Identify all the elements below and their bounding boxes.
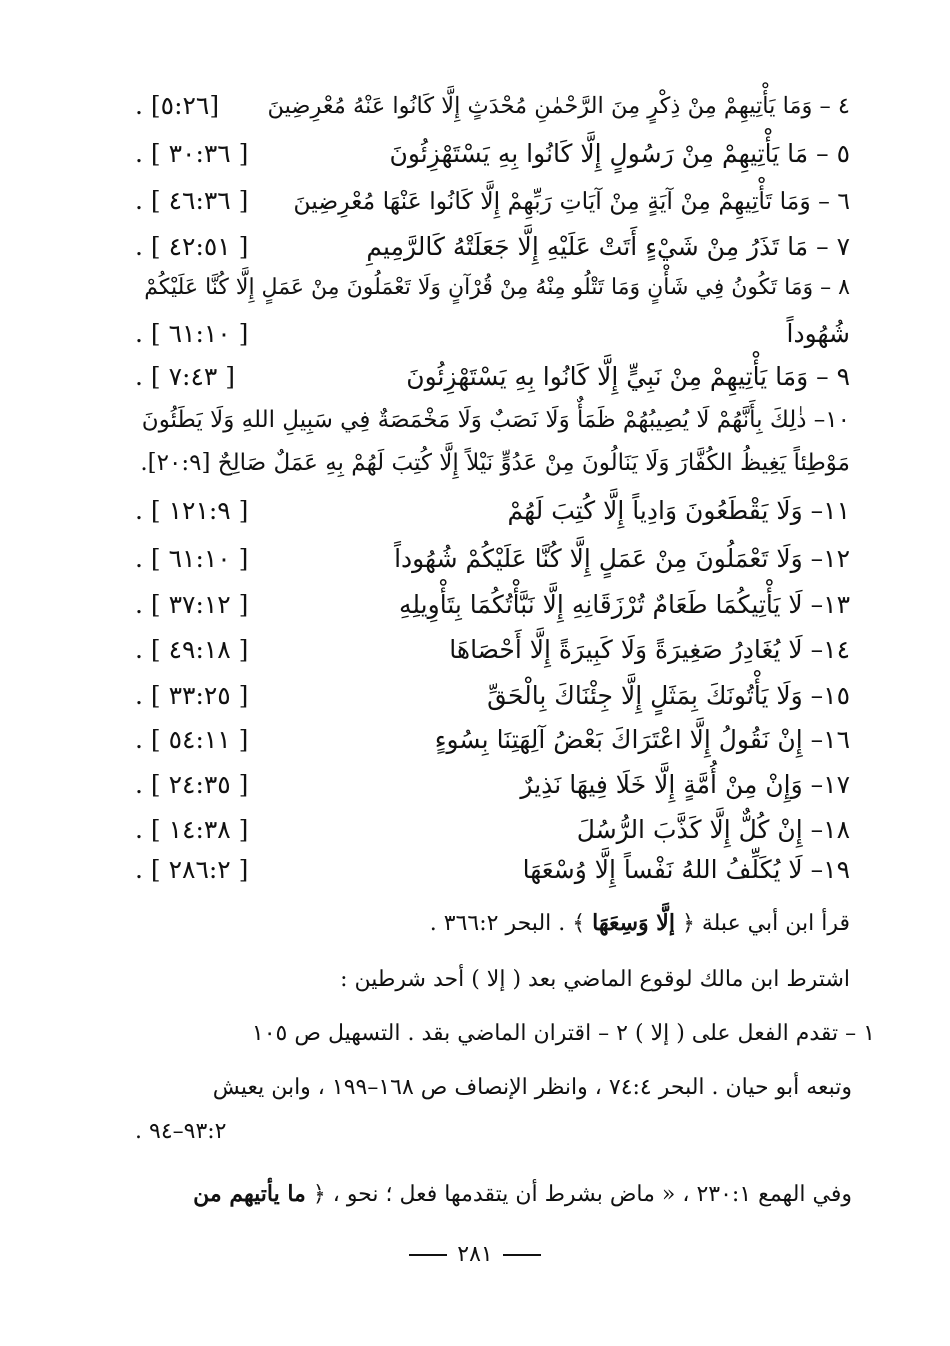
verse-reference: [ ٤٦:٣٦ ] . bbox=[135, 186, 249, 215]
verse-reference: [ ٢٨٦:٢ ] . bbox=[135, 855, 249, 884]
verse-reference: [ ٥٤:١١ ] . bbox=[135, 725, 249, 754]
verse-line-12 bbox=[135, 537, 850, 581]
footnote-quran-word: إلَّا وَسِعَهَا bbox=[592, 910, 675, 936]
verse-line-14 bbox=[135, 628, 850, 672]
verse-text: ٧ – مَا تَذَرُ مِنْ شَيْءٍ أَتَتْ عَلَيْهِ إِلَّا جَعَلَتْهُ كَالرَّمِيمِ bbox=[366, 232, 850, 261]
footnote-text: ٩٣:٢–٩٤ . bbox=[135, 1119, 227, 1144]
footnote-quran-word: ما يأتيهم من bbox=[193, 1181, 306, 1207]
verse-text: ١٦– إِنْ نَقُولُ إِلَّا اعْتَرَاكَ بَعْضُ آلِهَتِنَا بِسُوءٍ bbox=[434, 725, 850, 754]
footer-dash bbox=[409, 1254, 447, 1256]
verse-line-6 bbox=[135, 179, 850, 223]
verse-line-9 bbox=[135, 355, 850, 399]
verse-line-18 bbox=[135, 808, 850, 852]
verse-text: ١٢– وَلَا تَعْمَلُونَ مِنْ عَمَلٍ إِلَّا كُنَّا عَلَيْكُمْ شُهُوداً bbox=[394, 544, 850, 573]
verse-text: ١٨– إِنْ كُلٌّ إِلَّا كَذَّبَ الرُّسُلَ bbox=[576, 815, 850, 844]
verse-reference: [ ١٢١:٩ ] . bbox=[135, 496, 249, 525]
verse-line-16 bbox=[135, 718, 850, 762]
verse-text: ١٧– وَإِنْ مِنْ أُمَّةٍ إِلَّا خَلَا فِيهَا نَذِيرٌ bbox=[520, 770, 850, 799]
verse-text: ٥ – مَا يَأْتِيهِمْ مِنْ رَسُولٍ إِلَّا كَانُوا بِهِ يَسْتَهْزِئُونَ bbox=[389, 139, 850, 168]
verse-text: ٩ – وَمَا يَأْتِيهِمْ مِنْ نَبِيٍّ إِلَّا كَانُوا بِهِ يَسْتَهْزِئُونَ bbox=[406, 362, 850, 391]
page-footer bbox=[0, 1242, 950, 1267]
verse-reference: [ ٦١:١٠ ] . bbox=[135, 544, 249, 573]
verse-text: ٨ – وَمَا تَكُونُ فِي شَأْنٍ وَمَا تَتْلُو مِنْهُ مِنْ قُرْآنٍ وَلَا تَعْمَلُونَ مِنْ عَمَلٍ إِلَّا كُنَّا عَلَيْكُمْ bbox=[144, 275, 850, 300]
verse-line-7 bbox=[135, 225, 850, 269]
footer-dash bbox=[503, 1254, 541, 1256]
verse-line-10-cont bbox=[135, 441, 850, 485]
verse-reference: [ ٣٠:٣٦ ] . bbox=[135, 139, 249, 168]
verse-line-13 bbox=[135, 583, 850, 627]
verse-text: ١٩– لَا يُكَلِّفُ اللهُ نَفْساً إِلَّا وُسْعَهَا bbox=[522, 855, 850, 884]
verse-line-8-cont bbox=[135, 312, 850, 356]
verse-reference: [ ٣٧:١٢ ] . bbox=[135, 590, 249, 619]
footnote-3 bbox=[135, 1012, 875, 1056]
verse-text: ٤ – وَمَا يَأْتِيهِمْ مِنْ ذِكْرٍ مِنَ الرَّحْمٰنِ مُحْدَثٍ إِلَّا كَانُوا عَنْهُ مُعْرِضِينَ bbox=[267, 93, 850, 119]
verse-reference: [ ١٤:٣٨ ] . bbox=[135, 815, 249, 844]
verse-line-15 bbox=[135, 674, 850, 718]
footnote-4 bbox=[135, 1066, 852, 1110]
verse-line-19 bbox=[135, 848, 850, 892]
verse-line-11 bbox=[135, 489, 850, 533]
verse-text: ١٤– لَا يُغَادِرُ صَغِيرَةً وَلَا كَبِيرَةً إِلَّا أَحْصَاهَا bbox=[449, 635, 850, 664]
verse-reference: [ ٣٣:٢٥ ] . bbox=[135, 681, 249, 710]
footnote-text: ١ – تقدم الفعل على ( إلا ) ٢ – اقتران الماضي بقد . التسهيل ص ١٠٥ bbox=[251, 1021, 875, 1046]
footnote-text: اشترط ابن مالك لوقوع الماضي بعد ( إلا ) أحد شرطين : bbox=[340, 967, 850, 992]
verse-line-17 bbox=[135, 763, 850, 807]
verse-text: شُهُوداً bbox=[786, 319, 850, 348]
verse-reference: [ ٧:٤٣ ] . bbox=[135, 362, 236, 391]
verse-text: ١١– وَلَا يَقْطَعُونَ وَادِياً إِلَّا كُتِبَ لَهُمْ bbox=[507, 496, 850, 525]
verse-reference: [ ٢٤:٣٥ ] . bbox=[135, 770, 249, 799]
page-number: ٢٨١ bbox=[457, 1242, 493, 1267]
verse-text: ١٠– ذٰلِكَ بِأَنَّهُمْ لَا يُصِيبُهُمْ ظَمَأٌ وَلَا نَصَبٌ وَلَا مَخْمَصَةٌ فِي سَبِيلِ اللهِ وَلَا يَطَئُونَ bbox=[141, 407, 850, 433]
footnote-text: وفي الهمع ٢٣٠:١ ، « ماض بشرط أن يتقدمها فعل ؛ نحو ، ﴿ bbox=[305, 1182, 852, 1207]
footnote-source: ﴾ . البحر ٣٦٦:٢ . bbox=[429, 911, 593, 936]
footnote-1 bbox=[300, 901, 850, 945]
verse-text: ١٣– لَا يَأْتِيكُمَا طَعَامٌ تُرْزَقَانِهِ إِلَّا نَبَّأْتُكُمَا بِتَأْوِيلِهِ bbox=[399, 590, 850, 619]
verse-line-5 bbox=[135, 132, 850, 176]
verse-reference: [٥:٢٦] . bbox=[135, 91, 220, 120]
verse-reference: [ ٤٢:٥١ ] . bbox=[135, 232, 249, 261]
footnote-text: وتبعه أبو حيان . البحر ٧٤:٤ ، وانظر الإنصاف ص ١٦٨–١٩٩ ، وابن يعيش bbox=[212, 1075, 852, 1100]
verse-line-8 bbox=[135, 266, 850, 310]
footnote-text: قرأ ابن أبي عبلة ﴿ bbox=[674, 911, 850, 936]
verse-reference: [ ٦١:١٠ ] . bbox=[135, 319, 249, 348]
verse-reference: [ ٤٩:١٨ ] . bbox=[135, 635, 249, 664]
verse-line-10 bbox=[135, 398, 850, 442]
footnote-6 bbox=[135, 1172, 852, 1216]
verse-text: ١٥– وَلَا يَأْتُونَكَ بِمَثَلٍ إِلَّا جِئْنَاكَ بِالْحَقِّ bbox=[487, 681, 850, 710]
verse-text: مَوْطِئاً يَغِيظُ الكُفَّارَ وَلَا يَنَالُونَ مِنْ عَدُوٍّ نَيْلاً إِلَّا كُتِبَ لَهُمْ بِهِ عَمَلٌ صَالِحٌ [٢٠:٩]. bbox=[140, 450, 850, 476]
footnote-2 bbox=[280, 958, 850, 1002]
verse-line-4 bbox=[135, 84, 850, 128]
footnote-5 bbox=[135, 1110, 852, 1154]
verse-text: ٦ – وَمَا تَأْتِيهِمْ مِنْ آيَةٍ مِنْ آيَاتِ رَبِّهِمْ إِلَّا كَانُوا عَنْهَا مُعْرِضِينَ bbox=[293, 187, 850, 215]
